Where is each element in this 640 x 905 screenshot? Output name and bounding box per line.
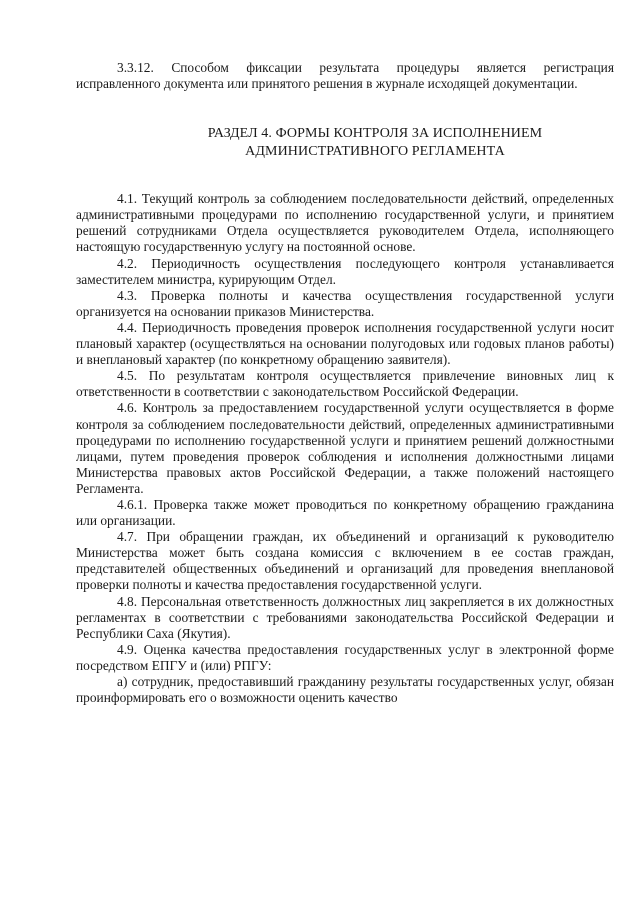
paragraph-4-5: 4.5. По результатам контроля осуществляется привлечение виновных лиц к ответственности в соответствии с законодательством Российской Федерации. <box>76 368 614 400</box>
section-title-line-2: АДМИНИСТРАТИВНОГО РЕГЛАМЕНТА <box>245 144 505 160</box>
section-title-line-1: РАЗДЕЛ 4. ФОРМЫ КОНТРОЛЯ ЗА ИСПОЛНЕНИЕМ <box>207 126 543 142</box>
paragraph-4-2: 4.2. Периодичность осуществления последующего контроля устанавливается заместителем министра, курирующим Отдел. <box>76 255 614 287</box>
paragraph-4-9-a: а) сотрудник, предоставивший гражданину результаты государственных услуг, обязан проинформировать его о возможности оценить качество <box>76 674 614 706</box>
section-title <box>76 125 614 161</box>
paragraph-4-6-1: 4.6.1. Проверка также может проводиться по конкретному обращению гражданина или организации. <box>76 496 614 529</box>
paragraph-4-6: 4.6. Контроль за предоставлением государственной услуги осуществляется в форме контроля за соблюдением последовательности действий, определенных административными процедурами по исполнению государственной услуги и принятием решений должностными лицами, путем проведения проверок соблюдения и исполнения должностными лицами Министерства правовых актов Российской Федерации, а также положений настоящего Регламента. <box>76 400 614 496</box>
paragraph-4-1: 4.1. Текущий контроль за соблюдением последовательности действий, определенных административными процедурами по исполнению государственной услуги, и принятием решений сотрудниками Отдела осуществляется руководителем Отдела, исполняющего настоящую государственную услугу на постоянной основе. <box>76 191 614 255</box>
paragraph-4-7: 4.7. При обращении граждан, их объединений и организаций к руководителю Министерства может быть создана комиссия с включением в ее состав граждан, представителей общественных объединений и организаций для проведения внеплановой проверки полноты и качества предоставления государственной услуги. <box>76 529 614 593</box>
paragraph-4-8: 4.8. Персональная ответственность должностных лиц закрепляется в их должностных регламентах в соответствии с требованиями законодательства Российской Федерации и Республики Саха (Якутия). <box>76 593 614 641</box>
intro-paragraph: 3.3.12. Способом фиксации результата процедуры является регистрация исправленного документа или принятого решения в журнале исходящей документации. <box>76 60 614 92</box>
paragraph-4-4: 4.4. Периодичность проведения проверок исполнения государственной услуги носит плановый характер (осуществляться на основании полугодовых или годовых планов работы) и внеплановый характер (по конкретному обращению заявителя). <box>76 319 614 368</box>
paragraph-4-3: 4.3. Проверка полноты и качества осуществления государственной услуги организуется на основании приказов Министерства. <box>76 287 614 319</box>
paragraph-4-9: 4.9. Оценка качества предоставления государственных услуг в электронной форме посредством ЕПГУ и (или) РПГУ: <box>76 641 614 673</box>
